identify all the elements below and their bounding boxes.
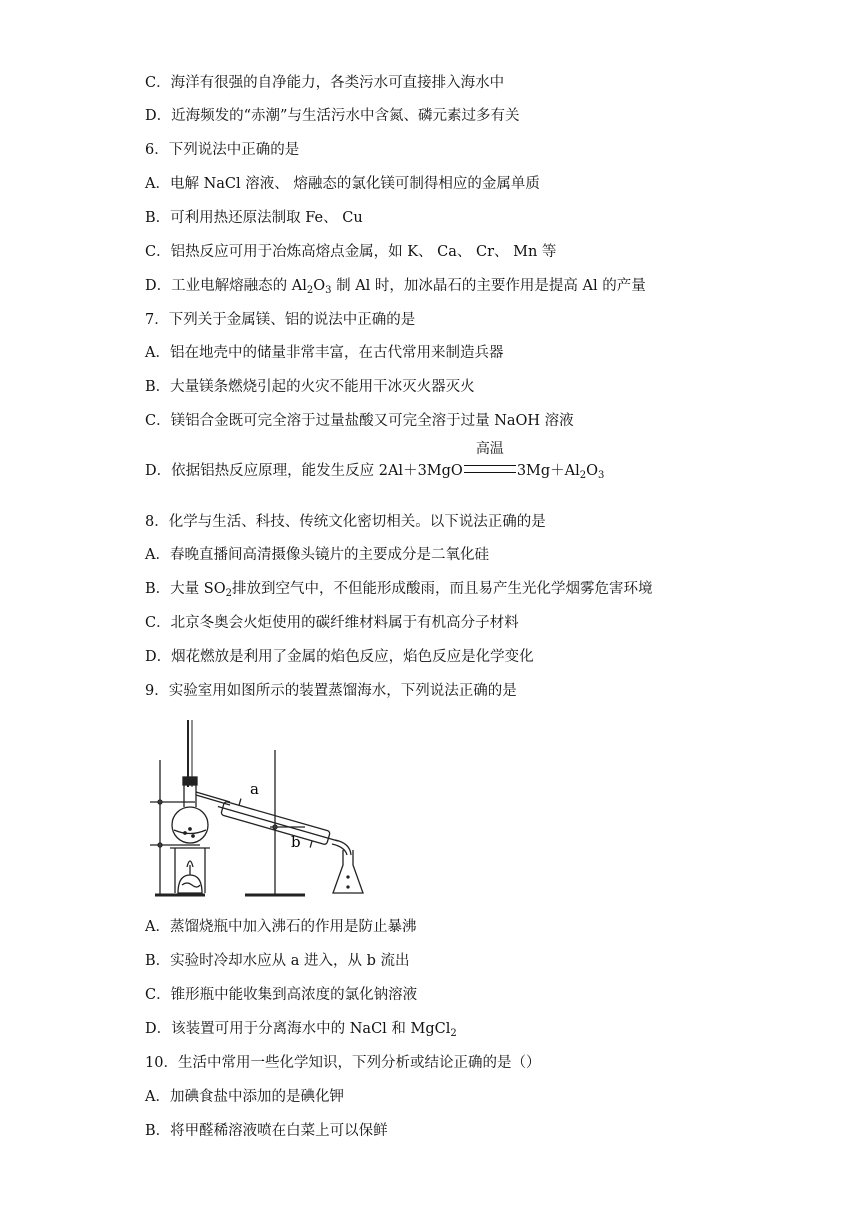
q9-option-b: B．实验时冷却水应从 a 进入，从 b 流出: [145, 953, 410, 969]
q7-option-a: A．铝在地壳中的储量非常丰富，在古代常用来制造兵器: [145, 345, 504, 361]
text: B．大量 SO: [145, 581, 226, 597]
label-a: a: [250, 780, 259, 798]
question-10: 10．生活中常用一些化学知识，下列分析或结论正确的是（）: [145, 1055, 541, 1071]
q8-option-b: [145, 579, 652, 599]
text: 3Mg＋Al: [516, 463, 580, 479]
question-8: 8．化学与生活、科技、传统文化密切相关。以下说法正确的是: [145, 514, 546, 530]
q7-option-b: B．大量镁条燃烧引起的火灾不能用干冰灭火器灭火: [145, 379, 475, 395]
question-7: 7．下列关于金属镁、铝的说法中正确的是: [145, 312, 416, 328]
q10-option-a: A．加碘食盐中添加的是碘化钾: [145, 1089, 344, 1105]
q8-option-d: D．烟花燃放是利用了金属的焰色反应，焰色反应是化学变化: [145, 649, 534, 665]
question-9: 9．实验室用如图所示的装置蒸馏海水，下列说法正确的是: [145, 683, 517, 699]
subscript: 2: [225, 588, 232, 599]
q6-option-d: [145, 276, 646, 296]
text: 制 Al 时，加冰晶石的主要作用是提高 Al 的产量: [331, 278, 646, 294]
q6-option-a: A．电解 NaCl 溶液、 熔融态的氯化镁可制得相应的金属单质: [145, 176, 540, 192]
q8-option-a: A．春晚直播间高清摄像头镜片的主要成分是二氧化硅: [145, 547, 489, 563]
text: D．该装置可用于分离海水中的 NaCl 和 MgCl: [145, 1021, 451, 1037]
label-b: b: [291, 833, 301, 851]
question-6: 6．下列说法中正确的是: [145, 142, 300, 158]
text: O: [586, 463, 599, 479]
q9-option-a: A．蒸馏烧瓶中加入沸石的作用是防止暴沸: [145, 919, 417, 935]
text: D．依据铝热反应原理，能发生反应 2Al＋3MgO: [145, 463, 463, 479]
subscript: 2: [306, 285, 314, 296]
q10-option-b: B．将甲醛稀溶液喷在白菜上可以保鲜: [145, 1123, 388, 1139]
equals-sign: [464, 465, 516, 473]
subscript: 3: [598, 470, 605, 481]
text: O: [313, 278, 326, 294]
q9-option-d: [145, 1019, 457, 1039]
subscript: 2: [579, 470, 587, 481]
q8-option-c: C．北京冬奥会火炬使用的碳纤维材料属于有机高分子材料: [145, 615, 519, 631]
text: D．工业电解熔融态的 Al: [145, 278, 307, 294]
text: 排放到空气中，不但能形成酸雨，而且易产生光化学烟雾危害环境: [231, 581, 653, 597]
l2: D．近海频发的“赤潮”与生活污水中含氮、磷元素过多有关: [145, 108, 520, 124]
subscript: 2: [450, 1028, 457, 1039]
reaction-condition: [463, 441, 517, 481]
distillation-apparatus-figure: [145, 715, 365, 900]
q9-option-c: C．锥形瓶中能收集到高浓度的氯化钠溶液: [145, 987, 418, 1003]
l1: C．海洋有很强的自净能力，各类污水可直接排入海水中: [145, 75, 505, 91]
q7-option-c: C．镁铝合金既可完全溶于过量盐酸又可完全溶于过量 NaOH 溶液: [145, 413, 574, 429]
q7-option-d: [145, 441, 605, 481]
subscript: 3: [325, 285, 332, 296]
q6-option-c: C．铝热反应可用于冶炼高熔点金属，如 K、 Ca、 Cr、 Mn 等: [145, 244, 557, 260]
condition-label: 高温: [475, 441, 504, 457]
q6-option-b: B．可利用热还原法制取 Fe、 Cu: [145, 210, 363, 226]
